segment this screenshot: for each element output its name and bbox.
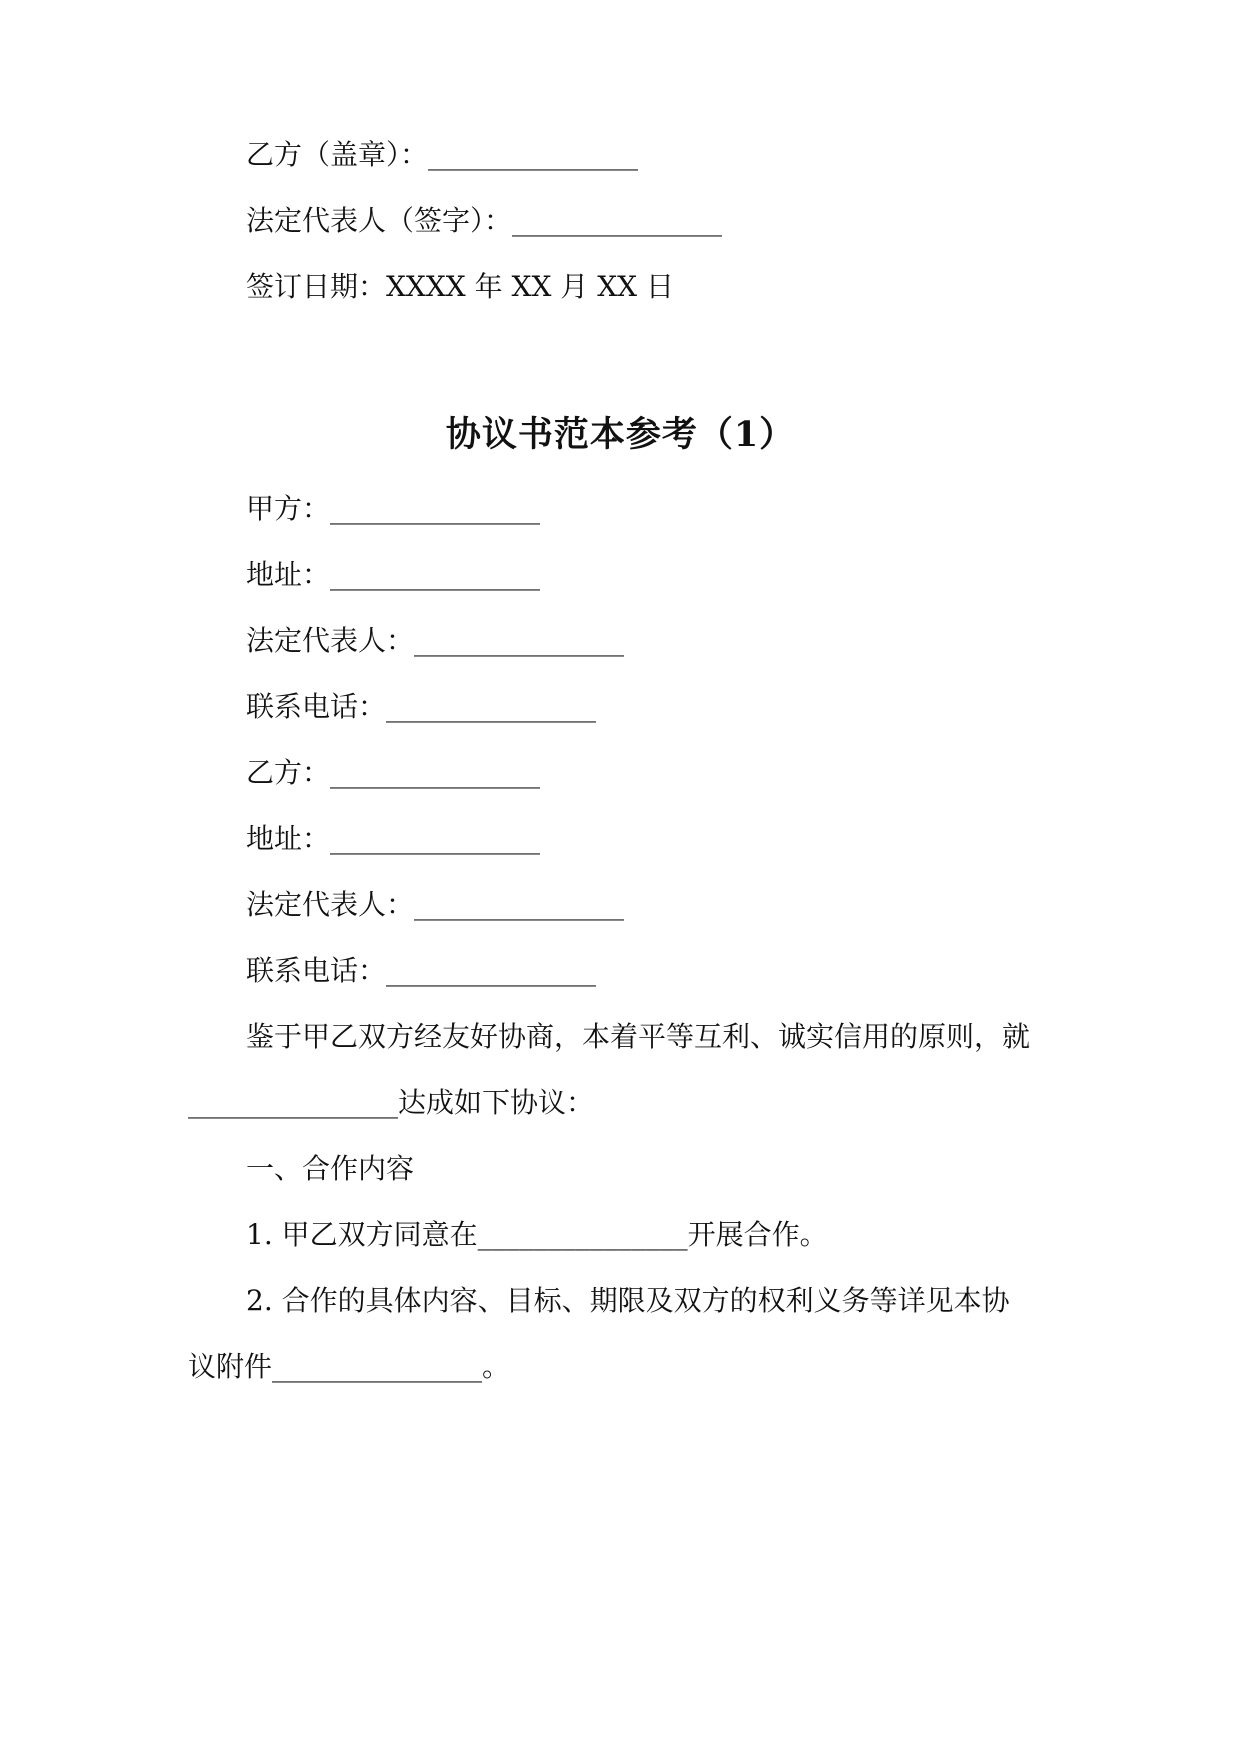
preamble-line-2: _______________达成如下协议：	[188, 1086, 595, 1119]
party-b-address-line: 地址：_______________	[246, 822, 541, 855]
party-b-legal-rep-line: 法定代表人：_______________	[246, 888, 625, 921]
clause-1: 1. 甲乙双方同意在_______________开展合作。	[246, 1218, 828, 1251]
sign-date-line: 签订日期：XXXX 年 XX 月 XX 日	[246, 270, 674, 303]
party-a-address-line: 地址：_______________	[246, 558, 541, 591]
section-heading: 一、合作内容	[246, 1152, 415, 1185]
clause-2-line-2: 议附件_______________。	[188, 1350, 511, 1383]
clause-2-line-1: 2. 合作的具体内容、目标、期限及双方的权利义务等详见本协	[246, 1284, 1010, 1317]
preamble-line-1: 鉴于甲乙双方经友好协商，本着平等互利、诚实信用的原则，就	[246, 1020, 1031, 1053]
party-b-seal-line: 乙方（盖章）：_______________	[246, 138, 639, 171]
party-b-phone-line: 联系电话：_______________	[246, 954, 597, 987]
party-a-legal-rep-line: 法定代表人：_______________	[246, 624, 625, 657]
party-b-name-line: 乙方：_______________	[246, 756, 541, 789]
document-title: 协议书范本参考（1）	[445, 414, 796, 455]
party-a-name-line: 甲方：_______________	[246, 492, 541, 525]
party-a-phone-line: 联系电话：_______________	[246, 690, 597, 723]
legal-rep-signature-line: 法定代表人（签字）：_______________	[246, 204, 723, 237]
